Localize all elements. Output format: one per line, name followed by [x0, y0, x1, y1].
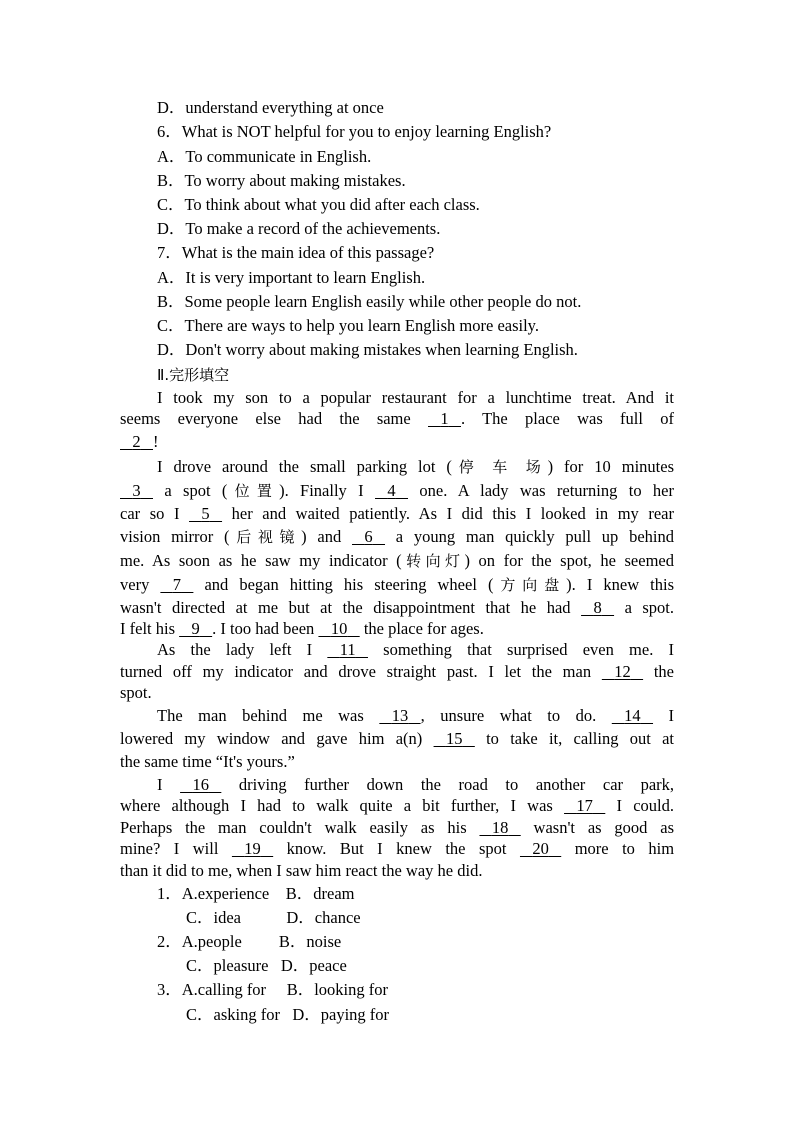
passage-line: than it did to me, when I saw him react the way he did.	[120, 861, 483, 880]
blank-3: 3	[132, 481, 141, 500]
passage-text: turned off my indicator and drove straight past. I let the man	[120, 662, 592, 681]
passage-line	[120, 551, 674, 571]
passage-text: ). I knew this	[566, 575, 675, 594]
passage-line	[120, 796, 674, 816]
passage-line	[157, 457, 674, 477]
passage-text: the	[653, 662, 675, 681]
option-row	[186, 956, 347, 976]
passage-text: something that surprised even me. I	[383, 640, 674, 659]
passage-text: vision mirror (	[120, 527, 230, 546]
passage-line	[120, 598, 674, 618]
passage-line	[120, 527, 674, 547]
blank-15: 15	[445, 729, 463, 748]
option-a: A.experience	[181, 884, 270, 903]
passage-text: car so I	[120, 504, 180, 523]
passage-text: !	[153, 432, 159, 451]
passage-text: I	[157, 775, 163, 794]
passage-line	[120, 839, 674, 859]
option-d: D．chance	[286, 908, 361, 927]
q7-stem: 7．What is the main idea of this passage?	[157, 243, 435, 262]
passage-text: I drove around the small parking lot (	[157, 457, 452, 476]
passage-text: ) on for the spot, he seemed	[464, 551, 674, 570]
option-d: D．peace	[280, 956, 347, 975]
blank-6: 6	[364, 527, 373, 546]
passage-text: ) for 10 minutes	[547, 457, 674, 476]
blank-5: 5	[201, 504, 210, 523]
option-a: A.calling for	[181, 980, 267, 999]
passage-chinese: 方向盘	[493, 576, 567, 594]
passage-line	[120, 481, 674, 501]
passage-text: me. As soon as he saw my indicator (	[120, 551, 402, 570]
q6-option-a: A．To communicate in English.	[157, 147, 372, 166]
passage-text: I felt his	[120, 619, 175, 638]
q6-option-b: B．To worry about making mistakes.	[157, 171, 406, 190]
passage-text: a spot (	[164, 481, 228, 500]
passage-text: one. A lady was returning to her	[419, 481, 674, 500]
passage-text: to take it, calling out at	[486, 729, 674, 748]
q6-option-d: D．To make a record of the achievements.	[157, 219, 441, 238]
blank-11: 11	[339, 640, 356, 659]
blank-1: 1	[440, 409, 449, 428]
passage-text: and began hitting his steering wheel (	[204, 575, 494, 594]
passage-chinese: 位置	[227, 482, 280, 500]
option-row	[186, 908, 361, 928]
blank-16: 16	[192, 775, 209, 794]
section-heading: Ⅱ.完形填空	[157, 366, 230, 384]
option-row	[157, 932, 341, 952]
blank-20: 20	[532, 839, 549, 858]
passage-text: driving further down the road to another car park,	[238, 775, 675, 794]
option-c: C．pleasure	[186, 956, 269, 975]
option-number: 3．	[157, 980, 182, 999]
passage-text: ). Finally I	[279, 481, 364, 500]
passage-line	[120, 818, 674, 838]
passage-line	[157, 640, 674, 660]
passage-line	[157, 706, 674, 726]
passage-line: the same time “It's yours.”	[120, 752, 295, 771]
passage-text: ,	[420, 706, 425, 725]
passage-text: I	[668, 706, 675, 725]
blank-4: 4	[387, 481, 396, 500]
passage-line	[120, 504, 674, 524]
option-row	[157, 884, 354, 904]
passage-text: wasn't directed at me but at the disappointment that he had	[120, 598, 571, 617]
blank-2: 2	[132, 432, 141, 451]
q7-option-a: A．It is very important to learn English.	[157, 268, 426, 287]
passage-line	[120, 729, 674, 749]
q6-stem: 6．What is NOT helpful for you to enjoy learning English?	[157, 122, 552, 141]
passage-text: seems everyone else had the same	[120, 409, 411, 428]
passage-text: As the lady left I	[157, 640, 313, 659]
passage-text: lowered my window and gave him a(n)	[120, 729, 423, 748]
q7-option-b: B．Some people learn English easily while other people do not.	[157, 292, 582, 311]
blank-17: 17	[576, 796, 593, 815]
blank-8: 8	[593, 598, 602, 617]
blank-9: 9	[191, 619, 200, 638]
passage-line	[120, 619, 484, 639]
passage-text: the place for ages.	[363, 619, 484, 638]
option-b: B．noise	[278, 932, 342, 951]
blank-18: 18	[491, 818, 509, 837]
blank-10: 10	[330, 619, 348, 638]
q6-option-c: C．To think about what you did after each class.	[157, 195, 480, 214]
passage-chinese: 后视镜	[229, 528, 302, 546]
passage-text: . I too had been	[212, 619, 315, 638]
option-b: B．looking for	[286, 980, 388, 999]
passage-text: I could.	[616, 796, 675, 815]
blank-12: 12	[614, 662, 631, 681]
passage-chinese: 停 车 场	[451, 458, 548, 476]
blank-19: 19	[244, 839, 261, 858]
option-number: 1．	[157, 884, 182, 903]
passage-line	[120, 432, 159, 452]
option-row	[186, 1005, 389, 1025]
passage-line: I took my son to a popular restaurant for a lunchtime treat. And it	[157, 388, 674, 407]
passage-text: a spot.	[624, 598, 675, 617]
passage-text: ) and	[301, 527, 342, 546]
passage-text: wasn't as good as	[533, 818, 674, 837]
passage-text: Perhaps the man couldn't walk easily as his	[120, 818, 467, 837]
q5-option-d: D．understand everything at once	[157, 98, 384, 117]
passage-line	[120, 575, 674, 595]
option-c: C．asking for	[186, 1005, 280, 1024]
option-number: 2．	[157, 932, 182, 951]
q7-option-d: D．Don't worry about making mistakes when learning English.	[157, 340, 578, 359]
option-d: D．paying for	[292, 1005, 390, 1024]
option-c: C．idea	[186, 908, 241, 927]
blank-13: 13	[391, 706, 409, 725]
option-row	[157, 980, 388, 1000]
passage-line	[157, 775, 674, 795]
passage-text: where although I had to walk quite a bit further, I was	[120, 796, 553, 815]
passage-text: The man behind me was	[157, 706, 364, 725]
passage-text: unsure what to do.	[440, 706, 597, 725]
passage-text: very	[120, 575, 150, 594]
passage-line	[120, 662, 674, 682]
blank-7: 7	[172, 575, 182, 594]
passage-text: mine? I will	[120, 839, 219, 858]
passage-text: her and waited patiently. As I did this I looked in my rear	[231, 504, 675, 523]
passage-chinese: 转向灯	[401, 552, 465, 570]
passage-line	[120, 409, 674, 429]
passage-text: a young man quickly pull up behind	[395, 527, 674, 546]
passage-text: . The place was full of	[461, 409, 674, 428]
passage-text: more to him	[574, 839, 675, 858]
option-a: A.people	[181, 932, 242, 951]
q7-option-c: C．There are ways to help you learn English more easily.	[157, 316, 539, 335]
option-b: B．dream	[285, 884, 355, 903]
passage-text: know. But I knew the spot	[286, 839, 507, 858]
blank-14: 14	[624, 706, 641, 725]
passage-line: spot.	[120, 683, 152, 702]
